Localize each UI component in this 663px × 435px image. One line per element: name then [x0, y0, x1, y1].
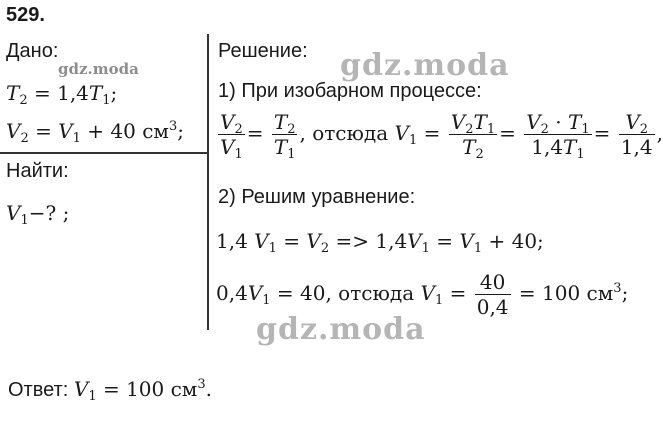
- watermark-small: gdz.moda: [58, 60, 139, 78]
- fraction: $\frac{V_2}{V_1}$: [220, 110, 243, 162]
- equation-line-2: $0,4V_1 = 40$, отсюда $V_1$ = $\frac{40}{0,4}$ = 100 $см^3$;: [216, 270, 629, 319]
- tail: ;: [110, 81, 118, 105]
- fraction: $\frac{T_2}{T_1}$: [273, 110, 296, 162]
- problem-number: 529.: [6, 4, 45, 26]
- find-unknown: [6, 201, 70, 228]
- text: −? ;: [28, 201, 70, 225]
- answer-line: Ответ: $V_1 = 100$ $см^3$.: [8, 377, 212, 404]
- text: + 40 см: [80, 119, 169, 143]
- tail: ,: [656, 121, 663, 145]
- fraction: $\frac{V_2T_1}{T_2}$: [450, 110, 496, 162]
- var: T: [88, 81, 103, 105]
- given-heading: Дано:: [6, 40, 59, 62]
- fraction: $\frac{40}{0,4}$: [476, 270, 509, 319]
- equation-line-1: 1,4 $V_1 = V_2 => 1,4V_1 = V_1 + 40$;: [216, 229, 544, 256]
- var: V: [394, 121, 409, 145]
- op: =: [499, 121, 516, 145]
- sub: 1: [408, 133, 418, 148]
- sub: 1: [72, 131, 81, 146]
- var: T: [6, 81, 20, 105]
- find-heading: Найти:: [6, 160, 69, 182]
- var: V: [6, 119, 21, 143]
- var: V: [6, 201, 21, 225]
- op: =: [423, 121, 441, 145]
- var: V: [58, 119, 73, 143]
- solution-heading: Решение:: [218, 40, 308, 62]
- op: =: [593, 121, 611, 145]
- step1-text: 1) При изобарном процессе:: [218, 80, 482, 102]
- given-volume-relation: [6, 119, 185, 146]
- sub: 2: [19, 93, 28, 108]
- fraction: $\frac{V_2 \cdot T_1}{1,4T_1}$: [526, 110, 590, 162]
- horizontal-divider: [0, 152, 208, 154]
- watermark-bottom: gdz.moda: [256, 312, 426, 347]
- text: , отсюда: [299, 121, 395, 145]
- tail: ;: [177, 119, 185, 143]
- sub: 1: [20, 213, 29, 228]
- op: = 1,4: [33, 81, 89, 105]
- sub: 1: [102, 93, 111, 108]
- given-temperature-relation: [6, 81, 118, 108]
- op: =: [246, 121, 264, 145]
- vertical-divider: [207, 34, 209, 330]
- watermark-top: gdz.moda: [340, 48, 510, 83]
- op: =: [35, 119, 59, 143]
- fraction: $\frac{V_2}{1,4}$: [620, 110, 653, 159]
- exp: 3: [169, 119, 178, 134]
- step1-formula: [216, 110, 663, 162]
- sub: 2: [20, 131, 29, 146]
- step2-text: 2) Решим уравнение:: [218, 186, 416, 208]
